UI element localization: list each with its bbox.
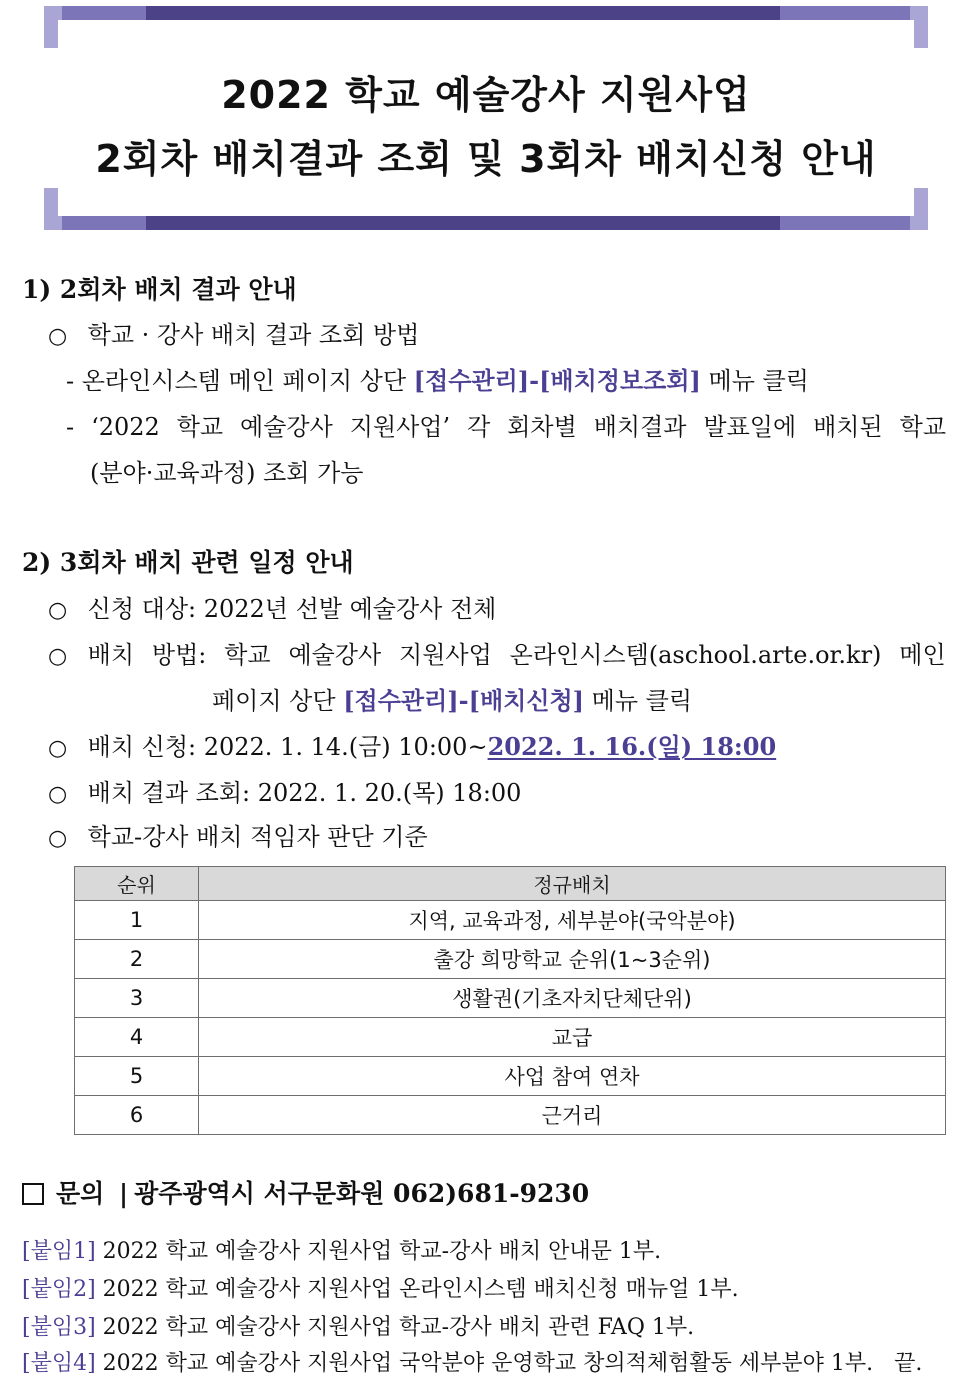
method-text-line1: 배치 방법: 학교 예술강사 지원사업 온라인시스템(aschool.arte.or.kr) 메인 [87,641,946,669]
page-title-line1: 2022 학교 예술강사 지원사업 [221,73,751,117]
table-row [75,940,946,979]
attachment-tag: [붙임2] [22,1277,96,1302]
checkbox-square-icon [22,1183,44,1205]
page-title-line2: 2회차 배치결과 조회 및 3회차 배치신청 안내 [95,137,877,181]
attachment-tag: [붙임4] [22,1351,96,1376]
apply-deadline: 2022. 1. 16.(일) 18:00 [487,732,777,761]
rank-cell: 5 [75,1057,199,1096]
frame-corner [914,20,928,48]
criterion-cell: 사업 참여 연차 [199,1057,946,1096]
inquiry-contact: 광주광역시 서구문화원 062)681-9230 [134,1179,590,1208]
result-item [48,778,521,810]
result-text: 배치 결과 조회: 2022. 1. 20.(목) 18:00 [87,779,522,807]
method-line2-suffix: 메뉴 클릭 [584,687,693,715]
table-row [75,1096,946,1135]
frame-corner [44,20,58,48]
inquiry-separator: | [119,1179,129,1208]
attachment-tag: [붙임1] [22,1239,96,1264]
attachment-item [22,1238,661,1266]
attachment-text: 2022 학교 예술강사 지원사업 온라인시스템 배치신청 매뉴얼 1부. [95,1277,739,1302]
apply-item [48,732,776,764]
table-row [75,979,946,1018]
criterion-cell: 교급 [199,1018,946,1057]
menu-path-placement-info: [접수관리]-[배치정보조회] [413,366,701,395]
inquiry-line [22,1174,589,1210]
title-frame [44,6,928,230]
attachment-tag: [붙임3] [22,1315,96,1340]
frame-top-bar [44,6,928,20]
bullet-circle-icon: ○ [48,644,68,669]
section1-dash2-line2: (분야·교육과정) 조회 가능 [90,459,364,487]
inquiry-label: 문의 [56,1179,105,1208]
bullet-circle-icon: ○ [48,826,68,851]
frame-corner [44,188,58,216]
section2-heading: 2) 3회차 배치 관련 일정 안내 [22,548,354,577]
target-item [48,594,496,626]
target-text: 신청 대상: 2022년 선발 예술강사 전체 [87,595,497,623]
criterion-cell: 지역, 교육과정, 세부분야(국악분야) [199,901,946,940]
attachment-text: 2022 학교 예술강사 지원사업 국악분야 운영학교 창의적체험활동 세부분야 1부. 끝. [95,1351,923,1376]
attachment-item [22,1314,694,1342]
criterion-cell: 출강 희망학교 순위(1~3순위) [199,940,946,979]
criteria-item [48,822,428,854]
criterion-cell: 근거리 [199,1096,946,1135]
criteria-text: 학교-강사 배치 적임자 판단 기준 [87,823,428,851]
dash1-suffix: 메뉴 클릭 [700,367,809,395]
attachment-text: 2022 학교 예술강사 지원사업 학교-강사 배치 안내문 1부. [95,1239,662,1264]
bullet-circle-icon: ○ [48,736,68,761]
rank-cell: 4 [75,1018,199,1057]
attachment-item [22,1276,739,1304]
frame-corner [914,188,928,216]
table-row [75,1018,946,1057]
method-line2 [212,686,692,716]
attachment-text: 2022 학교 예술강사 지원사업 학교-강사 배치 관련 FAQ 1부. [95,1315,695,1340]
criterion-cell: 생활권(기초자치단체단위) [199,979,946,1018]
rank-cell: 1 [75,901,199,940]
bullet-circle-icon: ○ [48,598,68,623]
method-line2-prefix: 페이지 상단 [212,687,344,715]
section1-dash1 [66,366,809,396]
rank-cell: 2 [75,940,199,979]
section1-bullet-text: 학교 · 강사 배치 결과 조회 방법 [87,321,420,349]
table-header-row [75,867,946,901]
frame-bottom-bar [44,216,928,230]
table-row [75,901,946,940]
section1-heading: 1) 2회차 배치 결과 안내 [22,275,297,304]
table-row [75,1057,946,1096]
rank-cell: 6 [75,1096,199,1135]
section1-bullet [48,320,419,352]
method-item [48,640,946,672]
column-header-regular: 정규배치 [199,867,946,901]
bullet-circle-icon: ○ [48,782,68,807]
attachment-item [22,1350,922,1378]
rank-cell: 3 [75,979,199,1018]
criteria-table [74,866,946,1135]
section1-dash2-line1: - ‘2022 학교 예술강사 지원사업’ 각 회차별 배치결과 발표일에 배치된 학교 [66,413,946,441]
menu-path-apply: [접수관리]-[배치신청] [343,686,585,715]
apply-prefix: 배치 신청: 2022. 1. 14.(금) 10:00~ [87,733,488,761]
bullet-circle-icon: ○ [48,324,68,349]
column-header-rank: 순위 [75,867,199,901]
dash1-prefix: - 온라인시스템 메인 페이지 상단 [66,367,414,395]
